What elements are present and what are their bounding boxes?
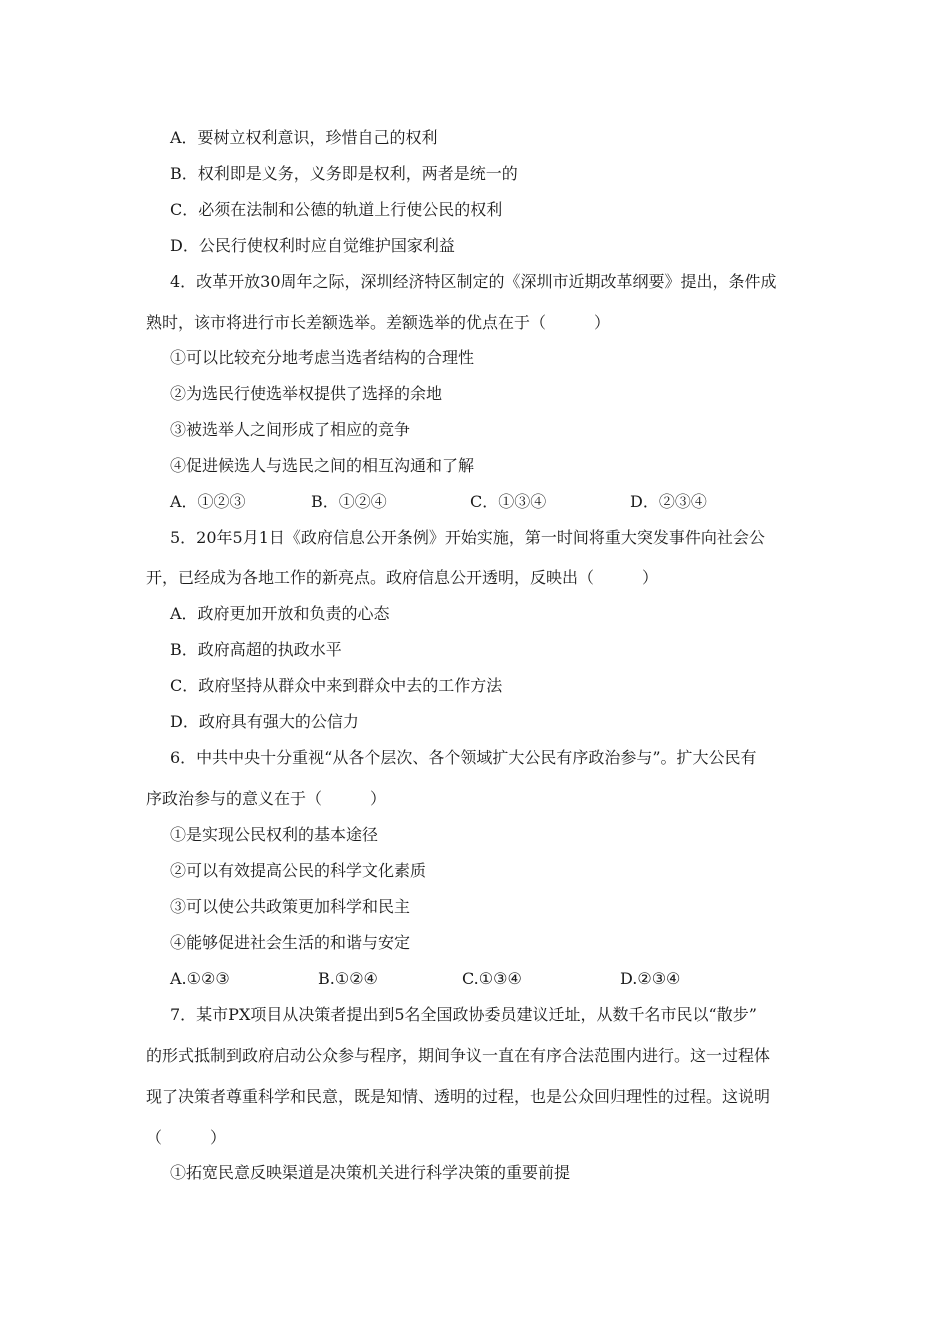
q6-stem-line2: 序政治参与的意义在于（ ）: [146, 789, 387, 808]
q4-item-3: ③被选举人之间形成了相应的竞争: [170, 420, 411, 439]
q6-choice-b: B.①②④: [318, 969, 378, 988]
q6-choice-a: A.①②③: [170, 969, 230, 988]
q6-choice-d: D.②③④: [620, 969, 681, 988]
q4-stem-line1: 4．改革开放30周年之际，深圳经济特区制定的《深圳市近期改革纲要》提出，条件成: [170, 272, 777, 291]
q5-option-a: A．政府更加开放和负责的心态: [170, 604, 390, 623]
q7-stem-line3: 现了决策者尊重科学和民意，既是知情、透明的过程，也是公众回归理性的过程。这说明: [146, 1087, 771, 1106]
q4-item-1: ①可以比较充分地考虑当选者结构的合理性: [170, 348, 475, 367]
q4-item-2: ②为选民行使选举权提供了选择的余地: [170, 384, 443, 403]
q3-option-c: C．必须在法制和公德的轨道上行使公民的权利: [170, 200, 503, 219]
q7-stem-line4: （ ）: [146, 1128, 227, 1147]
q7-stem-line2: 的形式抵制到政府启动公众参与程序，期间争议一直在有序合法范围内进行。这一过程体: [146, 1046, 771, 1065]
q4-item-4: ④促进候选人与选民之间的相互沟通和了解: [170, 456, 475, 475]
q3-option-b: B．权利即是义务，义务即是权利，两者是统一的: [170, 164, 518, 183]
q5-stem-line1: 5．20年5月1日《政府信息公开条例》开始实施，第一时间将重大突发事件向社会公: [170, 528, 765, 547]
q3-option-a: A．要树立权利意识，珍惜自己的权利: [170, 128, 438, 147]
q4-choice-a: A．①②③: [170, 492, 246, 511]
q6-item-3: ③可以使公共政策更加科学和民主: [170, 897, 411, 916]
q4-choice-d: D．②③④: [630, 492, 707, 511]
q6-item-1: ①是实现公民权利的基本途径: [170, 825, 379, 844]
q7-item-1: ①拓宽民意反映渠道是决策机关进行科学决策的重要前提: [170, 1163, 571, 1182]
q6-stem-line1: 6．中共中央十分重视“从各个层次、各个领域扩大公民有序政治参与”。扩大公民有: [170, 748, 757, 767]
q7-stem-line1: 7．某市PX项目从决策者提出到5名全国政协委员建议迁址，从数千名市民以“散步”: [170, 1005, 757, 1024]
q5-option-d: D．政府具有强大的公信力: [170, 712, 359, 731]
q5-option-c: C．政府坚持从群众中来到群众中去的工作方法: [170, 676, 503, 695]
q5-option-b: B．政府高超的执政水平: [170, 640, 342, 659]
q3-option-d: D．公民行使权利时应自觉维护国家利益: [170, 236, 455, 255]
q4-choice-b: B．①②④: [311, 492, 387, 511]
q4-stem-line2: 熟时，该市将进行市长差额选举。差额选举的优点在于（ ）: [146, 313, 611, 332]
q6-item-4: ④能够促进社会生活的和谐与安定: [170, 933, 411, 952]
q6-choice-c: C.①③④: [462, 969, 522, 988]
q5-stem-line2: 开，已经成为各地工作的新亮点。政府信息公开透明，反映出（ ）: [146, 568, 659, 587]
q6-item-2: ②可以有效提高公民的科学文化素质: [170, 861, 427, 880]
q4-choice-c: C．①③④: [470, 492, 547, 511]
